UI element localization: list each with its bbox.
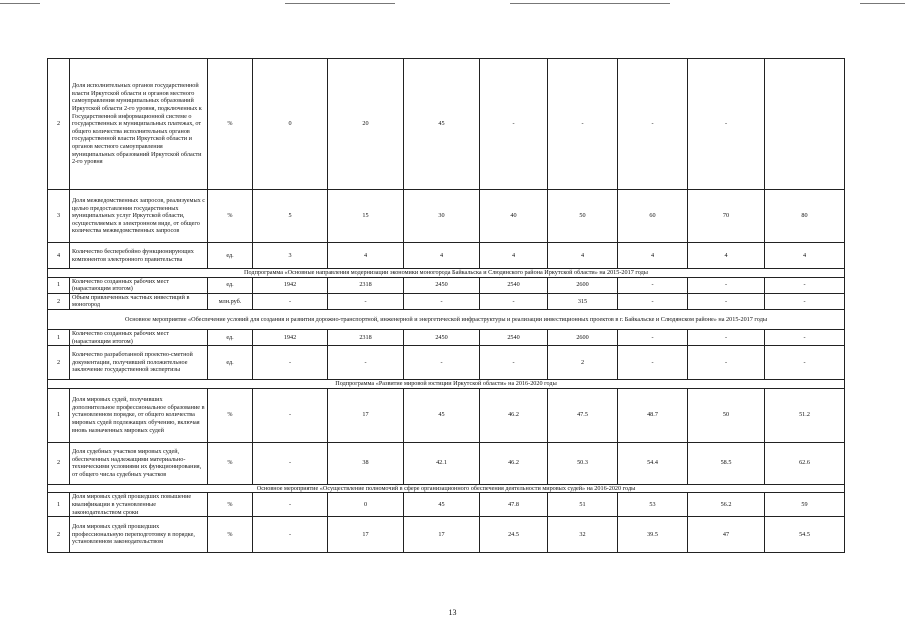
value-cell: 38 — [328, 442, 404, 484]
value-cell: 4 — [328, 243, 404, 269]
indicator-name: Количество созданных рабочих мест (нарастающим итогом) — [70, 329, 208, 345]
value-cell: 1942 — [253, 277, 328, 293]
value-cell: - — [253, 346, 328, 380]
table-row — [48, 329, 845, 345]
unit-cell: % — [208, 442, 253, 484]
value-cell: 51.2 — [765, 388, 845, 442]
unit-cell: % — [208, 59, 253, 190]
value-cell: 45 — [404, 493, 480, 517]
value-cell: - — [328, 346, 404, 380]
unit-cell: % — [208, 493, 253, 517]
row-number: 2 — [48, 442, 70, 484]
unit-cell: ед. — [208, 329, 253, 345]
value-cell: 4 — [688, 243, 765, 269]
value-cell: 46.2 — [480, 442, 548, 484]
row-number: 3 — [48, 190, 70, 243]
unit-cell: ед. — [208, 243, 253, 269]
value-cell: 59 — [765, 493, 845, 517]
value-cell: 4 — [765, 243, 845, 269]
value-cell: 315 — [548, 293, 618, 309]
indicator-name: Количество разработанной проектно-сметной документации, получившей положительное заключение государственной экспертизы — [70, 346, 208, 380]
table-row — [48, 517, 845, 553]
value-cell: - — [765, 346, 845, 380]
value-cell: - — [404, 346, 480, 380]
indicator-name: Доля мировых судей, получивших дополнительное профессиональное образование в установленном порядке, от общего количества мировых судей подлежащих обучению, включая вновь назначенных мировых судей — [70, 388, 208, 442]
value-cell: - — [253, 517, 328, 553]
value-cell: - — [253, 442, 328, 484]
value-cell: 48.7 — [618, 388, 688, 442]
value-cell: - — [688, 59, 765, 190]
indicator-name: Количество созданных рабочих мест (нарастающим итогом) — [70, 277, 208, 293]
value-cell: 4 — [480, 243, 548, 269]
value-cell: 2 — [548, 346, 618, 380]
indicator-name: Доля мировых судей прошедших повышение квалификации в установленные законодательством сроки — [70, 493, 208, 517]
scan-edge-line — [860, 3, 905, 4]
value-cell: 50.3 — [548, 442, 618, 484]
value-cell: - — [618, 329, 688, 345]
unit-cell: ед. — [208, 346, 253, 380]
value-cell: 2450 — [404, 277, 480, 293]
value-cell: 2600 — [548, 329, 618, 345]
row-number: 1 — [48, 493, 70, 517]
value-cell: 0 — [253, 59, 328, 190]
value-cell: - — [688, 293, 765, 309]
value-cell: 3 — [253, 243, 328, 269]
value-cell: 51 — [548, 493, 618, 517]
value-cell: 80 — [765, 190, 845, 243]
value-cell: 24.5 — [480, 517, 548, 553]
value-cell: - — [253, 388, 328, 442]
section-header-row — [48, 269, 845, 278]
value-cell: - — [765, 277, 845, 293]
empty-cell — [765, 59, 845, 190]
value-cell: 58.5 — [688, 442, 765, 484]
section-header-row — [48, 484, 845, 493]
unit-cell: % — [208, 190, 253, 243]
value-cell: 56.2 — [688, 493, 765, 517]
value-cell: 2600 — [548, 277, 618, 293]
value-cell: - — [328, 293, 404, 309]
indicator-name: Доля межведомственных запросов, реализуемых с целью предоставления государственных муниципальных услуг Иркутской области, осуществляемых в электронном виде, от общего количества межведомственных запросов — [70, 190, 208, 243]
value-cell: - — [765, 329, 845, 345]
indicator-name: Доля судебных участков мировых судей, обеспеченных надлежащими материально-техническими условиями их функционирования, от общего числа судебных участков — [70, 442, 208, 484]
row-number: 2 — [48, 293, 70, 309]
value-cell: - — [688, 277, 765, 293]
scan-edge-line — [0, 3, 40, 4]
value-cell: 5 — [253, 190, 328, 243]
value-cell: 2540 — [480, 329, 548, 345]
value-cell: 47.8 — [480, 493, 548, 517]
value-cell: 2318 — [328, 277, 404, 293]
value-cell: 1942 — [253, 329, 328, 345]
unit-cell: % — [208, 517, 253, 553]
row-number: 1 — [48, 329, 70, 345]
row-number: 1 — [48, 277, 70, 293]
table-row — [48, 388, 845, 442]
value-cell: 4 — [548, 243, 618, 269]
value-cell: 53 — [618, 493, 688, 517]
value-cell: - — [253, 493, 328, 517]
table-row — [48, 493, 845, 517]
row-number: 4 — [48, 243, 70, 269]
section-title: Основное мероприятие «Осуществление полномочий в сфере организационного обеспечения деятельности мировых судей» на 2016-2020 годы — [48, 484, 845, 493]
value-cell: 62.6 — [765, 442, 845, 484]
value-cell: - — [404, 293, 480, 309]
section-header-row — [48, 380, 845, 389]
indicator-name: Доля мировых судей прошедших профессиональную переподготовку в порядке, установленном законодательством — [70, 517, 208, 553]
value-cell: - — [618, 59, 688, 190]
value-cell: - — [765, 293, 845, 309]
value-cell: 2450 — [404, 329, 480, 345]
row-number: 2 — [48, 517, 70, 553]
value-cell: - — [618, 293, 688, 309]
value-cell: 20 — [328, 59, 404, 190]
row-number: 1 — [48, 388, 70, 442]
table-row — [48, 190, 845, 243]
value-cell: 32 — [548, 517, 618, 553]
value-cell: - — [618, 346, 688, 380]
value-cell: 45 — [404, 388, 480, 442]
section-title: Основное мероприятие «Обеспечение условий для создания и развития дорожно-транспортной, инженерной и энергетической инфраструктуры и реализации инвестиционных проектов в г. Байкальске и Слюдянском районе» на 2015-2017 годы — [48, 309, 845, 329]
unit-cell: млн.руб. — [208, 293, 253, 309]
row-number: 2 — [48, 346, 70, 380]
table-row — [48, 293, 845, 309]
value-cell: 39.5 — [618, 517, 688, 553]
value-cell: - — [618, 277, 688, 293]
scan-edge-line — [510, 3, 670, 4]
value-cell: - — [480, 346, 548, 380]
section-header-row — [48, 309, 845, 329]
section-title: Подпрограмма «Развитие мировой юстиции Иркутской области» на 2016-2020 годы — [48, 380, 845, 389]
value-cell: - — [253, 293, 328, 309]
unit-cell: ед. — [208, 277, 253, 293]
value-cell: 54.5 — [765, 517, 845, 553]
value-cell: 15 — [328, 190, 404, 243]
indicator-name: Количество бесперебойно функционирующих компонентов электронного правительства — [70, 243, 208, 269]
value-cell: 70 — [688, 190, 765, 243]
row-number: 2 — [48, 59, 70, 190]
value-cell: 46.2 — [480, 388, 548, 442]
value-cell: 54.4 — [618, 442, 688, 484]
value-cell: 42.1 — [404, 442, 480, 484]
value-cell: 4 — [618, 243, 688, 269]
table-row — [48, 277, 845, 293]
indicators-table — [47, 58, 845, 553]
indicator-name: Доля исполнительных органов государственной власти Иркутской области и органов местного самоуправления муниципальных образований Иркутской области 2-го уровня, подключенных к Государственной информационной системе о государственных и муниципальных платежах, от общего количества исполнительных органов государственной власти Иркутской области и органов местного самоуправления муниципальных образований Иркутской области 2-го уровня — [70, 59, 208, 190]
value-cell: 4 — [404, 243, 480, 269]
value-cell: 40 — [480, 190, 548, 243]
page-number: 13 — [448, 608, 457, 617]
indicator-name: Объем привлеченных частных инвестиций в моногород — [70, 293, 208, 309]
value-cell: 17 — [404, 517, 480, 553]
value-cell: 50 — [548, 190, 618, 243]
value-cell: 60 — [618, 190, 688, 243]
value-cell: - — [480, 293, 548, 309]
scan-edge-line — [285, 3, 395, 4]
table-row — [48, 442, 845, 484]
value-cell: - — [548, 59, 618, 190]
value-cell: 0 — [328, 493, 404, 517]
value-cell: 45 — [404, 59, 480, 190]
value-cell: 47.5 — [548, 388, 618, 442]
unit-cell: % — [208, 388, 253, 442]
table-row — [48, 346, 845, 380]
table-row — [48, 243, 845, 269]
value-cell: 30 — [404, 190, 480, 243]
value-cell: 2318 — [328, 329, 404, 345]
section-title: Подпрограмма «Основные направления модернизации экономики моногорода Байкальска и Слюдянского района Иркутской области» на 2015-2017 годы — [48, 269, 845, 278]
value-cell: 17 — [328, 517, 404, 553]
value-cell: 17 — [328, 388, 404, 442]
value-cell: - — [688, 329, 765, 345]
value-cell: - — [480, 59, 548, 190]
value-cell: 50 — [688, 388, 765, 442]
value-cell: 2540 — [480, 277, 548, 293]
value-cell: 47 — [688, 517, 765, 553]
table-row — [48, 59, 845, 190]
value-cell: - — [688, 346, 765, 380]
